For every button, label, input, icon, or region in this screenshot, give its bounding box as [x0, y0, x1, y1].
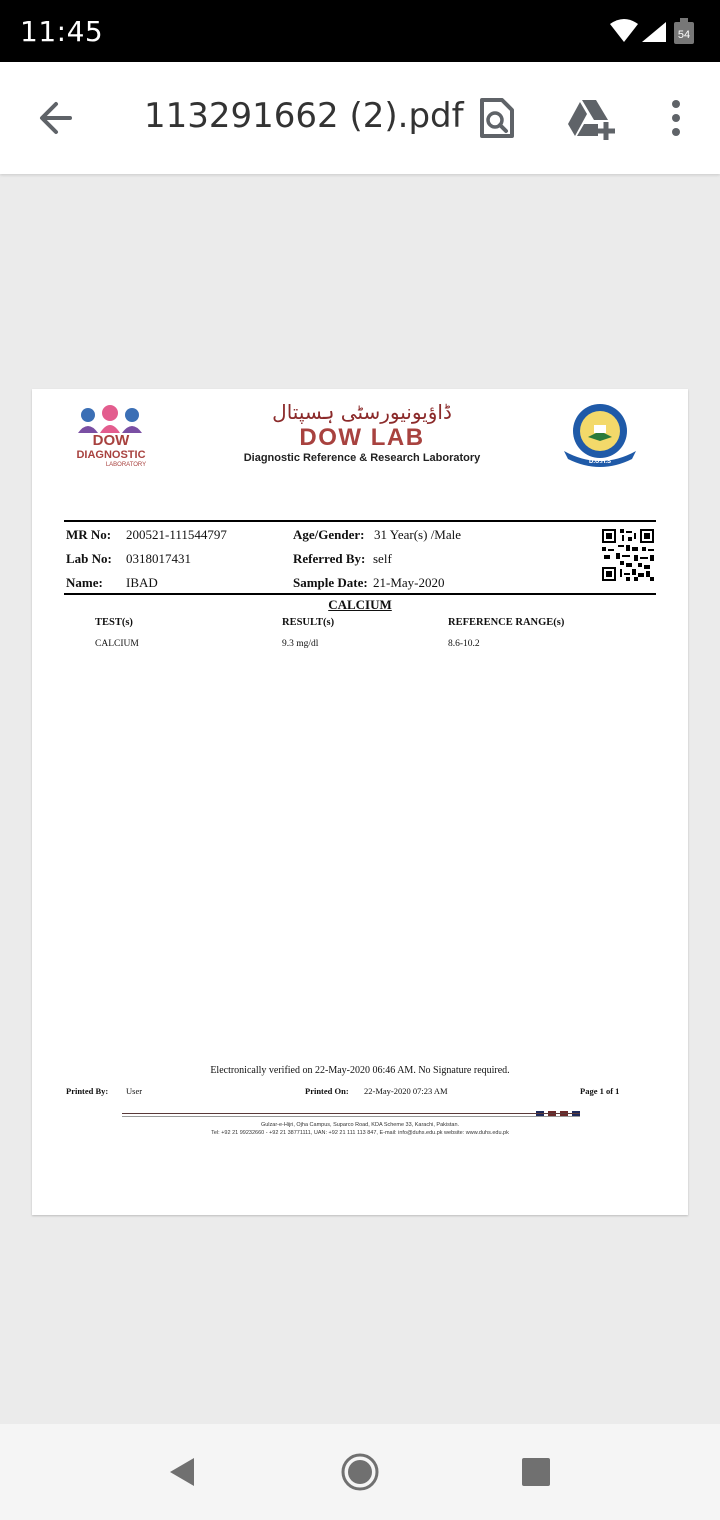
dow-lab-header [212, 399, 512, 469]
mr-no-label: MR No: [66, 527, 112, 542]
back-arrow-icon[interactable] [34, 96, 78, 140]
printed-by-value: User [126, 1086, 143, 1096]
printed-on-value: 22-May-2020 07:23 AM [364, 1086, 448, 1096]
mr-no-value: 200521-111544797 [126, 527, 227, 542]
svg-text:DOW: DOW [92, 432, 130, 449]
lab-name: DOW LAB [299, 424, 425, 451]
lab-no-value: 0318017431 [126, 551, 191, 566]
column-header-test: TEST(s) [95, 617, 133, 628]
page-number: Page 1 of 1 [580, 1086, 620, 1096]
patient-top-rule [64, 520, 656, 522]
document-title: 113291662 (2).pdf [144, 96, 464, 136]
navigation-bar [0, 1424, 720, 1520]
wifi-icon [610, 19, 638, 42]
name-value: IBAD [126, 575, 158, 590]
battery-icon [674, 18, 694, 44]
result-row-value: 9.3 mg/dl [282, 639, 319, 649]
referred-by-value: self [373, 551, 392, 566]
name-label: Name: [66, 575, 103, 590]
printed-on-label: Printed On: [305, 1086, 349, 1096]
more-options-icon[interactable] [664, 98, 688, 138]
sample-date-value: 21-May-2020 [373, 575, 445, 590]
age-gender-label: Age/Gender: [293, 527, 365, 542]
qr-code [602, 529, 654, 581]
age-gender-value: 31 Year(s) /Male [374, 527, 462, 542]
verification-note: Electronically verified on 22-May-2020 06:46 AM. No Signature required. [210, 1065, 510, 1076]
footer-rule-thin [122, 1116, 580, 1117]
svg-text:D.U.H.S: D.U.H.S [588, 459, 612, 465]
svg-text:LABORATORY: LABORATORY [105, 462, 147, 468]
svg-text:DIAGNOSTIC: DIAGNOSTIC [76, 449, 146, 461]
nav-back-icon[interactable] [164, 1454, 200, 1490]
lab-no-label: Lab No: [66, 551, 112, 566]
column-header-range: REFERENCE RANGE(s) [448, 617, 565, 628]
app-bar [0, 62, 720, 174]
printed-by-label: Printed By: [66, 1086, 109, 1096]
nav-home-icon[interactable] [340, 1452, 380, 1492]
status-bar [0, 0, 720, 62]
dow-diagnostic-logo [66, 403, 156, 469]
urdu-title: ڈاؤیونیورسٹی ہسپتال [272, 400, 452, 424]
add-to-drive-icon[interactable] [566, 96, 618, 140]
lab-subtitle: Diagnostic Reference & Research Laboratory [243, 452, 481, 464]
duhs-seal-logo [560, 401, 640, 467]
find-in-document-icon[interactable] [476, 96, 516, 140]
column-header-result: RESULT(s) [282, 617, 335, 628]
sample-date-label: Sample Date: [293, 575, 368, 590]
result-row-range: 8.6-10.2 [448, 639, 480, 649]
status-icons [608, 16, 700, 46]
referred-by-label: Referred By: [293, 551, 366, 566]
battery-level: 54 [677, 29, 691, 41]
address-line-2: Tel: +92 21 99232660 - +92 21 38771111, UAN: +92 21 111 113 847, E-mail: info@duhs.edu.pk website: www.duhs.edu.pk [211, 1130, 509, 1136]
address-line-1: Gulzar-e-Hijri, Ojha Campus, Suparco Road, KDA Scheme 33, Karachi, Pakistan. [260, 1122, 460, 1128]
pdf-page[interactable] [32, 389, 688, 1215]
patient-bottom-rule [64, 593, 656, 595]
status-time: 11:45 [20, 15, 104, 48]
result-row-test: CALCIUM [95, 639, 139, 649]
signal-icon [642, 22, 666, 42]
nav-recents-icon[interactable] [520, 1456, 552, 1488]
footer-rule [122, 1113, 580, 1114]
section-title: CALCIUM [328, 597, 392, 612]
